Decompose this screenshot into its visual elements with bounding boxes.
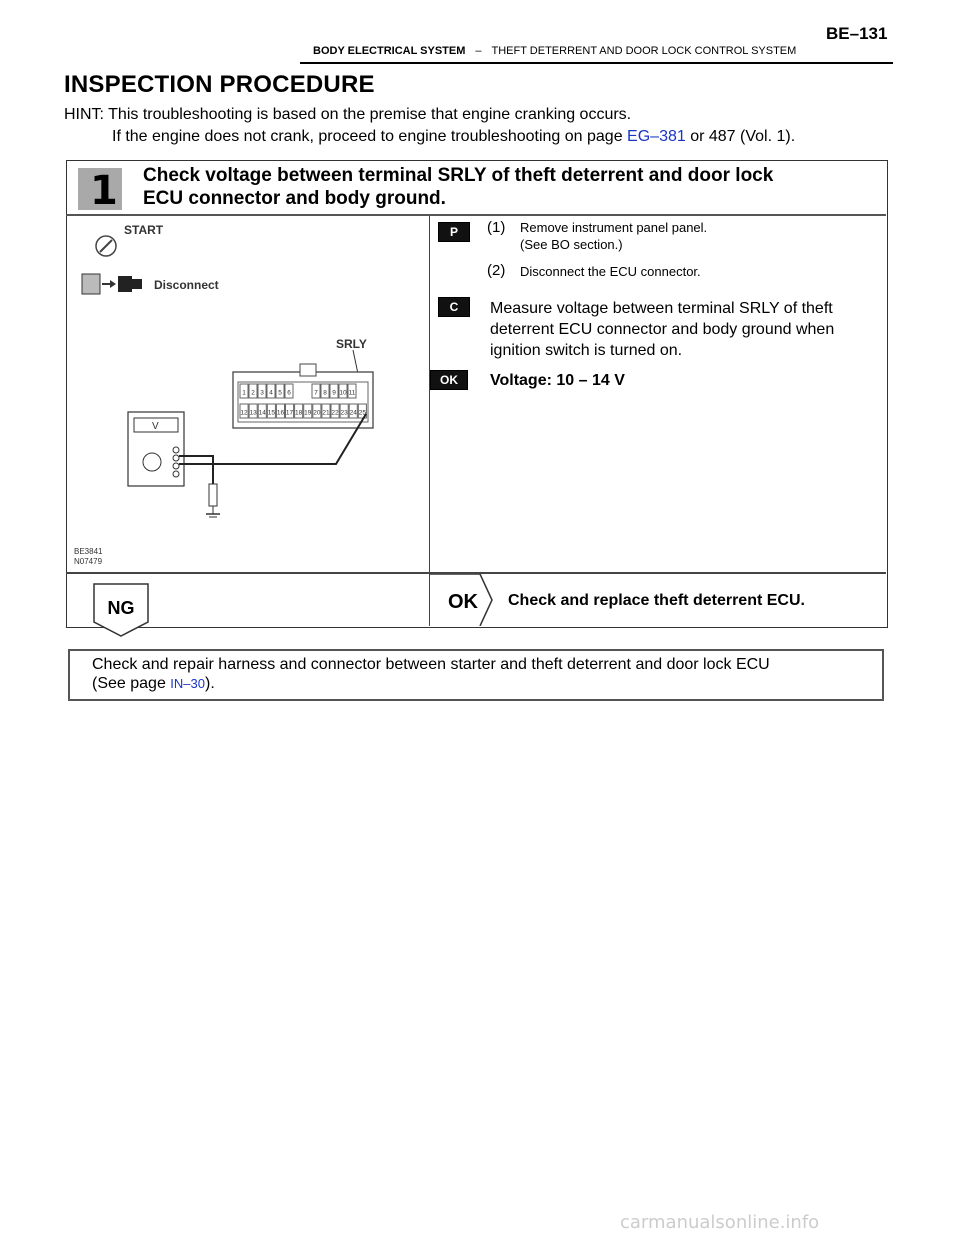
connector-pin-number: 25 [358,409,366,417]
connector-pin-number: 18 [295,409,303,417]
start-label: START [124,223,164,237]
connector-pin-number: 14 [258,409,266,417]
connector-pin-number: 5 [278,389,282,397]
connector-pin-number: 22 [331,409,339,417]
connector-pin-number: 8 [323,389,327,397]
disconnect-label: Disconnect [154,278,219,292]
check-badge: C [438,297,470,317]
page-link-in30[interactable]: IN–30 [170,676,205,691]
step-number: 1 [90,168,118,214]
ng-action-line-1: Check and repair harness and connector between starter and theft deterrent and door lock ECU [92,656,770,673]
header-rule [300,62,893,64]
connector-disconnect-icon [82,274,142,294]
hint-line-1: HINT: This troubleshooting is based on the premise that engine cranking occurs. [64,106,632,123]
connector-pin-number: 1 [242,389,246,397]
connector-pin-number: 6 [287,389,291,397]
connector-pin-number: 17 [285,409,294,417]
prep-step-2-number: (2) [487,262,506,279]
voltage-spec: Voltage: 10 – 14 V [490,372,625,389]
ng-action-line-2 [92,675,215,693]
check-instruction [490,298,870,361]
connector-pin-number: 2 [251,389,255,397]
check-line-2: deterrent ECU connector and body ground when [490,321,835,338]
header-subsection: THEFT DETERRENT AND DOOR LOCK CONTROL SYSTEM [491,45,797,57]
ground-icon [206,506,220,517]
connector-pin-number: 12 [240,409,248,417]
connector-pin-number: 16 [276,409,285,417]
connector-pin-number: 10 [339,389,347,397]
ng-action-suffix: ). [204,675,215,692]
ng-tag [92,582,152,640]
connector-pin-number: 7 [314,389,318,397]
ecu-connector [233,364,373,428]
step-title-line-1: Check voltage between terminal SRLY of theft deterrent and door lock [143,165,774,186]
connector-pin-number: 9 [332,389,336,397]
step-number-badge [78,168,122,214]
connector-pins-bottom [240,404,366,418]
ok-action: Check and replace theft deterrent ECU. [508,592,805,609]
hint-line-2-prefix: If the engine does not crank, proceed to engine troubleshooting on page [112,128,628,145]
connector-pin-number: 11 [348,389,356,397]
running-header [313,45,796,57]
check-line-3: ignition switch is turned on. [490,342,683,359]
voltmeter [128,412,184,486]
connector-pin-number: 4 [269,389,273,397]
hint-line-2-suffix: or 487 (Vol. 1). [685,128,796,145]
page-link-eg381[interactable]: EG–381 [627,128,686,145]
header-section: BODY ELECTRICAL SYSTEM [313,45,466,57]
probe-tip [209,484,217,506]
figure-code-2: N07479 [74,557,103,566]
ok-label: OK [448,591,478,613]
prep-step-1-text: Remove instrument panel panel. [520,220,708,235]
page-title: INSPECTION PROCEDURE [64,71,375,98]
ok-tag [430,574,500,626]
prep-step-1-number: (1) [487,219,506,236]
srly-label: SRLY [336,337,367,351]
ng-label: NG [107,598,135,618]
watermark: carmanualsonline.info [620,1212,820,1233]
prep-step-1-note: (See BO section.) [520,237,623,252]
step-title [143,164,843,210]
ignition-key-icon [96,236,116,256]
prep-badge: P [438,222,470,242]
check-line-1: Measure voltage between terminal SRLY of theft [490,300,833,317]
connector-pin-number: 20 [313,409,321,417]
prep-step-2-text: Disconnect the ECU connector. [520,264,701,279]
connector-pin-number: 3 [260,389,264,397]
column-divider [429,216,430,626]
connector-pin-number: 19 [304,409,312,417]
hint-line-2 [112,128,795,146]
ng-action-prefix: (See page [92,675,171,692]
ok-criteria-badge: OK [430,370,468,390]
header-separator: – [475,45,482,57]
wiring-diagram [68,216,428,572]
connector-pin-number: 24 [349,409,357,417]
connector-pin-number: 15 [267,409,275,417]
step-title-line-2: ECU connector and body ground. [143,188,446,209]
connector-pin-number: 23 [340,409,348,417]
connector-pin-number: 13 [249,409,257,417]
figure-code-1: BE3841 [74,547,103,556]
meter-v-label: V [152,421,159,432]
page-number: BE–131 [826,24,888,43]
connector-pin-number: 21 [322,409,330,417]
